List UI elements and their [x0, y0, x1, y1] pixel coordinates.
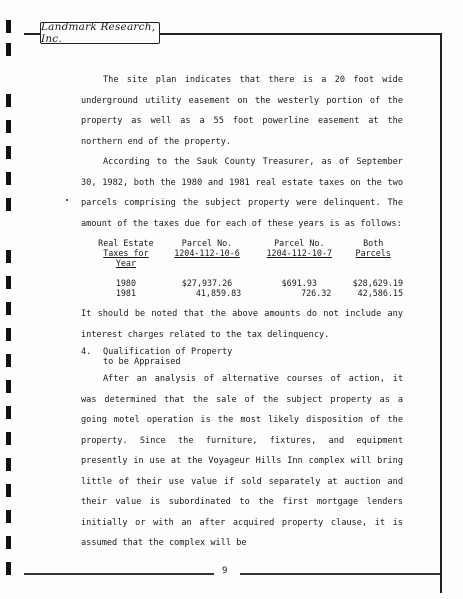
- binder-mark: [6, 536, 11, 549]
- binder-mark: [6, 510, 11, 523]
- footer-rule-left: [24, 573, 214, 575]
- binder-mark: [6, 432, 11, 445]
- table-header-cell: Parcel No.: [274, 238, 325, 248]
- binder-mark: [6, 276, 11, 289]
- binder-mark: [6, 484, 11, 497]
- binder-mark: [6, 406, 11, 419]
- table-cell: 1980: [115, 278, 136, 288]
- binder-mark: [6, 328, 11, 341]
- table-header-cell: Parcel No.: [181, 238, 233, 248]
- table-header-cell: Real Estate: [98, 238, 154, 248]
- table-header-cell: 1204-112-10-6: [174, 248, 240, 258]
- table-header-row: [93, 238, 403, 248]
- binder-mark: [6, 20, 11, 33]
- footer-rule-right: [240, 573, 440, 575]
- page-body: [81, 70, 403, 554]
- table-cell: 1981: [115, 288, 136, 298]
- binder-mark: [6, 458, 11, 471]
- table-header-row: [93, 248, 403, 268]
- table-cell: $28,629.19: [352, 278, 403, 288]
- page-number: 9: [222, 566, 228, 576]
- logo-text: Landmark Research, Inc.: [41, 21, 156, 45]
- company-logo: [40, 22, 160, 44]
- binder-mark: [6, 146, 11, 159]
- paragraph-easements: The site plan indicates that there is a 20 foot wide underground utility easement on the westerly portion of the property as well as a 55 foot powerline easement at the northern end of the property.: [81, 75, 403, 147]
- binder-mark: [6, 94, 11, 107]
- binder-mark: [6, 380, 11, 393]
- section-heading: [81, 347, 403, 367]
- table-header-cell: 1204-112-10-7: [266, 248, 333, 258]
- table-cell: 42,586.15: [357, 288, 403, 298]
- frame-right-rule: [440, 33, 442, 593]
- table-cell: 726.32: [301, 288, 332, 298]
- table-header-cell: Parcels: [355, 248, 391, 258]
- table-header-cell: Both: [363, 238, 384, 248]
- table-cell: $27,937.26: [181, 278, 233, 288]
- binder-mark: [6, 302, 11, 315]
- binder-mark: [6, 43, 11, 56]
- binder-mark: [6, 120, 11, 133]
- binder-mark: [6, 172, 11, 185]
- tax-table: [93, 238, 403, 298]
- table-row: [93, 278, 403, 288]
- section-title-line1: Qualification of Property: [103, 347, 233, 357]
- binder-mark: [6, 354, 11, 367]
- table-cell: $691.93: [281, 278, 317, 288]
- section-title-line2: to be Appraised: [103, 357, 181, 367]
- paragraph-qualification: After an analysis of alternative courses of action, it was determined that the sale of the subject property as a going motel operation is the most likely disposition of the property. Since the furniture, fixtures, and equipment presently in use at the Voyageur Hills Inn complex will bring little of their use value if sold separately at auction and their value is subordinated to the first mortgage lenders initially or with an after acquired property clause, it is assumed that the complex will be: [81, 374, 403, 548]
- binder-mark: [6, 198, 11, 211]
- paragraph-interest-note: It should be noted that the above amounts do not include any interest charges related to the tax delinquency.: [81, 309, 403, 340]
- table-cell: 41,859.83: [195, 288, 242, 298]
- section-number: 4.: [81, 347, 92, 357]
- margin-dot: [66, 199, 68, 201]
- table-row: [93, 288, 403, 298]
- binder-mark: [6, 250, 11, 263]
- binder-mark: [6, 562, 11, 575]
- paragraph-tax-delinquency: According to the Sauk County Treasurer, as of September 30, 1982, both the 1980 and 1981 real estate taxes on the two parcels comprising the subject property were delinquent. The amount of the taxes due for each of these years is as follows:: [81, 157, 403, 229]
- table-header-cell: Taxes for Year: [103, 248, 149, 268]
